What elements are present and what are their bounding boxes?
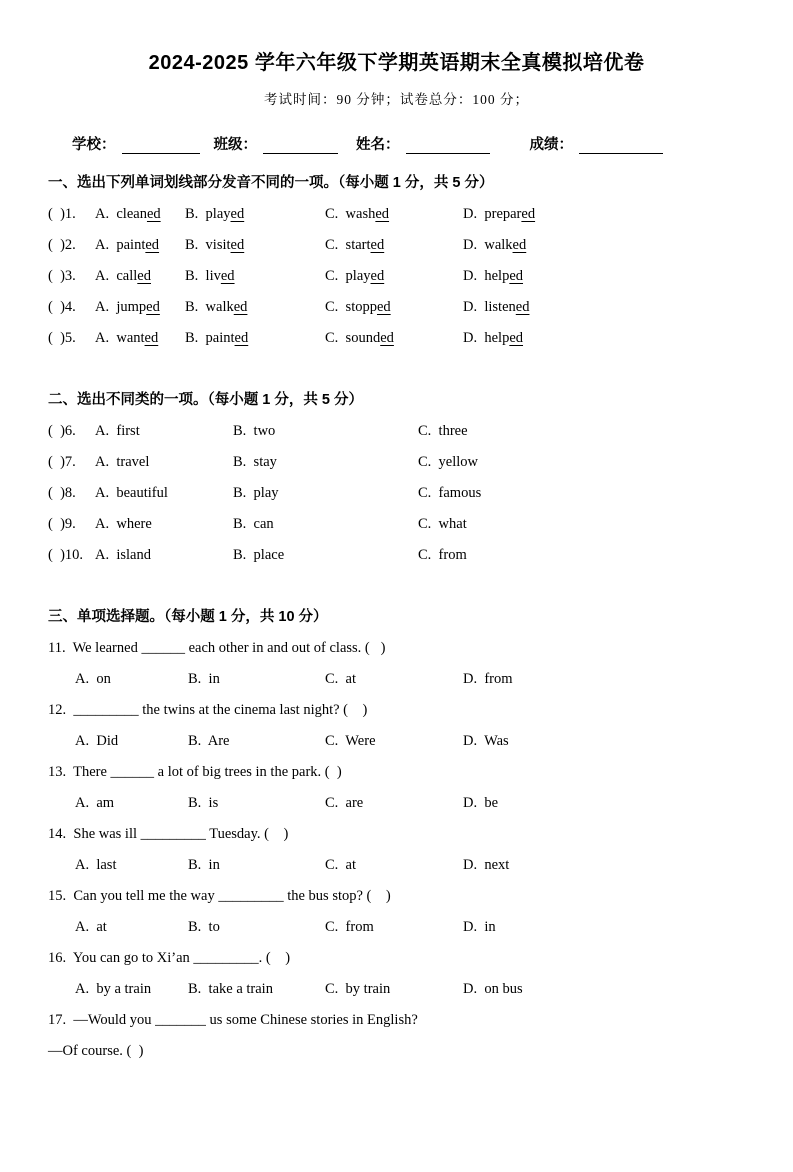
option-c: C. stopped (325, 299, 391, 315)
question-row (48, 540, 757, 571)
option-c: C. started (325, 237, 385, 253)
underlined-ending: ed (512, 237, 527, 253)
option-c: C. three (418, 423, 468, 439)
option-a: A. last (75, 857, 117, 873)
underlined-ending: ed (230, 206, 245, 222)
option-d: D. next (463, 857, 510, 873)
school-blank-line (122, 136, 200, 154)
name-field (356, 133, 490, 154)
question-row (48, 199, 757, 230)
underlined-ending: ed (234, 330, 249, 346)
option-a: A. called (95, 268, 151, 284)
option-b: B. lived (185, 268, 235, 284)
option-b: B. play (233, 485, 279, 501)
question-number-cell: ( )5. (48, 330, 76, 346)
underlined-ending: ed (233, 299, 248, 315)
underlined-ending: ed (509, 330, 524, 346)
class-label: 班级： (213, 137, 257, 153)
question-number-cell: ( )8. (48, 485, 76, 501)
question-number-cell: ( )6. (48, 423, 76, 439)
paper-subtitle: 考试时间：90 分钟；试卷总分：100 分； (264, 92, 529, 107)
option-a: A. Did (75, 733, 119, 749)
option-c: C. from (418, 547, 467, 563)
option-d: D. be (463, 795, 499, 811)
option-d: D. on bus (463, 981, 523, 997)
paper-title: 2024-2025 学年六年级下学期英语期末全真模拟培优卷 (148, 52, 645, 74)
option-a: A. first (95, 423, 140, 439)
question-row (48, 323, 757, 354)
option-d: D. helped (463, 330, 524, 346)
section-s3 (48, 602, 757, 1067)
option-b: B. to (188, 919, 220, 935)
question-row (48, 292, 757, 323)
options-row (75, 850, 757, 881)
option-b: B. place (233, 547, 285, 563)
question-row (48, 230, 757, 261)
question-stem: 16. You can go to Xi’an _________. ( ) (48, 950, 291, 966)
option-a: A. where (95, 516, 152, 532)
score-field (530, 133, 664, 154)
exam-paper (0, 50, 793, 1172)
option-b: B. in (188, 671, 220, 687)
option-a: A. by a train (75, 981, 152, 997)
option-b: B. played (185, 206, 245, 222)
option-b: B. in (188, 857, 220, 873)
option-c: C. washed (325, 206, 390, 222)
option-a: A. island (95, 547, 151, 563)
option-c: C. at (325, 857, 357, 873)
underlined-ending: ed (370, 268, 385, 284)
section-heading: 二、选出不同类的一项。（每小题 1 分，共 5 分） (48, 392, 363, 408)
options-row (75, 912, 757, 943)
underlined-ending: ed (370, 237, 385, 253)
options-row (75, 726, 757, 757)
question-number-cell: ( )2. (48, 237, 76, 253)
underlined-ending: ed (145, 237, 160, 253)
options-row (75, 974, 757, 1005)
underlined-ending: ed (230, 237, 245, 253)
option-a: A. beautiful (95, 485, 168, 501)
question-stem: 11. We learned ______ each other in and out of class. ( ) (48, 640, 386, 656)
question-number-cell: ( )4. (48, 299, 76, 315)
question-number-cell: ( )9. (48, 516, 76, 532)
question-row (48, 478, 757, 509)
option-c: C. from (325, 919, 374, 935)
question-stem: 17. —Would you _______ us some Chinese stories in English? (48, 1012, 418, 1028)
option-d: D. prepared (463, 206, 536, 222)
underlined-ending: ed (146, 206, 161, 222)
underlined-ending: ed (376, 299, 391, 315)
option-c: C. sounded (325, 330, 394, 346)
option-c: C. at (325, 671, 357, 687)
option-b: B. Are (188, 733, 230, 749)
options-row (75, 664, 757, 695)
option-b: B. can (233, 516, 274, 532)
option-c: C. played (325, 268, 385, 284)
option-b: B. walked (185, 299, 248, 315)
option-b: B. is (188, 795, 219, 811)
question-row (48, 261, 757, 292)
question-row (48, 447, 757, 478)
option-b: B. painted (185, 330, 249, 346)
question-number-cell: ( )3. (48, 268, 76, 284)
followup-line: —Of course. ( ) (48, 1043, 144, 1059)
option-b: B. stay (233, 454, 277, 470)
option-a: A. painted (95, 237, 160, 253)
underlined-ending: ed (146, 299, 160, 315)
school-field (72, 133, 200, 154)
section-heading: 三、单项选择题。（每小题 1 分，共 10 分） (48, 609, 328, 625)
option-a: A. wanted (95, 330, 159, 346)
option-a: A. on (75, 671, 111, 687)
class-blank-line (263, 136, 338, 154)
options-row (75, 788, 757, 819)
question-stem: 14. She was ill _________ Tuesday. ( ) (48, 826, 289, 842)
name-label: 姓名： (356, 137, 400, 153)
underlined-ending: ed (220, 268, 235, 284)
option-b: B. two (233, 423, 276, 439)
option-a: A. am (75, 795, 115, 811)
option-d: D. helped (463, 268, 524, 284)
question-stem: 13. There ______ a lot of big trees in the park. ( ) (48, 764, 342, 780)
score-blank-line (579, 136, 663, 154)
underlined-ending: ed (375, 206, 390, 222)
question-stem: 12. _________ the twins at the cinema last night? ( ) (48, 702, 368, 718)
option-c: C. Were (325, 733, 376, 749)
option-d: D. walked (463, 237, 527, 253)
option-d: D. Was (463, 733, 509, 749)
underlined-ending: ed (380, 330, 394, 346)
underlined-ending: ed (521, 206, 536, 222)
option-c: C. famous (418, 485, 482, 501)
section-s1 (48, 168, 757, 354)
underlined-ending: ed (509, 268, 524, 284)
exam-body (48, 168, 757, 1067)
underlined-ending: ed (144, 330, 159, 346)
option-a: A. at (75, 919, 107, 935)
option-c: C. by train (325, 981, 391, 997)
score-label: 成绩： (529, 137, 573, 153)
info-fields (72, 132, 753, 154)
question-stem: 15. Can you tell me the way _________ the bus stop? ( ) (48, 888, 391, 904)
option-c: C. yellow (418, 454, 479, 470)
underlined-ending: ed (137, 268, 151, 284)
option-d: D. from (463, 671, 513, 687)
option-d: D. listened (463, 299, 530, 315)
option-b: B. take a train (188, 981, 273, 997)
section-heading: 一、选出下列单词划线部分发音不同的一项。（每小题 1 分，共 5 分） (48, 175, 494, 191)
question-number-cell: ( )10. (48, 547, 84, 563)
school-label: 学校： (72, 137, 116, 153)
option-b: B. visited (185, 237, 245, 253)
option-a: A. jumped (95, 299, 160, 315)
option-c: C. what (418, 516, 467, 532)
option-a: A. cleaned (95, 206, 161, 222)
question-number-cell: ( )7. (48, 454, 76, 470)
question-number-cell: ( )1. (48, 206, 76, 222)
option-d: D. in (463, 919, 496, 935)
question-row (48, 416, 757, 447)
class-field (214, 133, 339, 154)
question-row (48, 509, 757, 540)
section-s2 (48, 385, 757, 571)
option-a: A. travel (95, 454, 150, 470)
underlined-ending: ed (515, 299, 530, 315)
name-blank-line (406, 136, 490, 154)
option-c: C. are (325, 795, 364, 811)
